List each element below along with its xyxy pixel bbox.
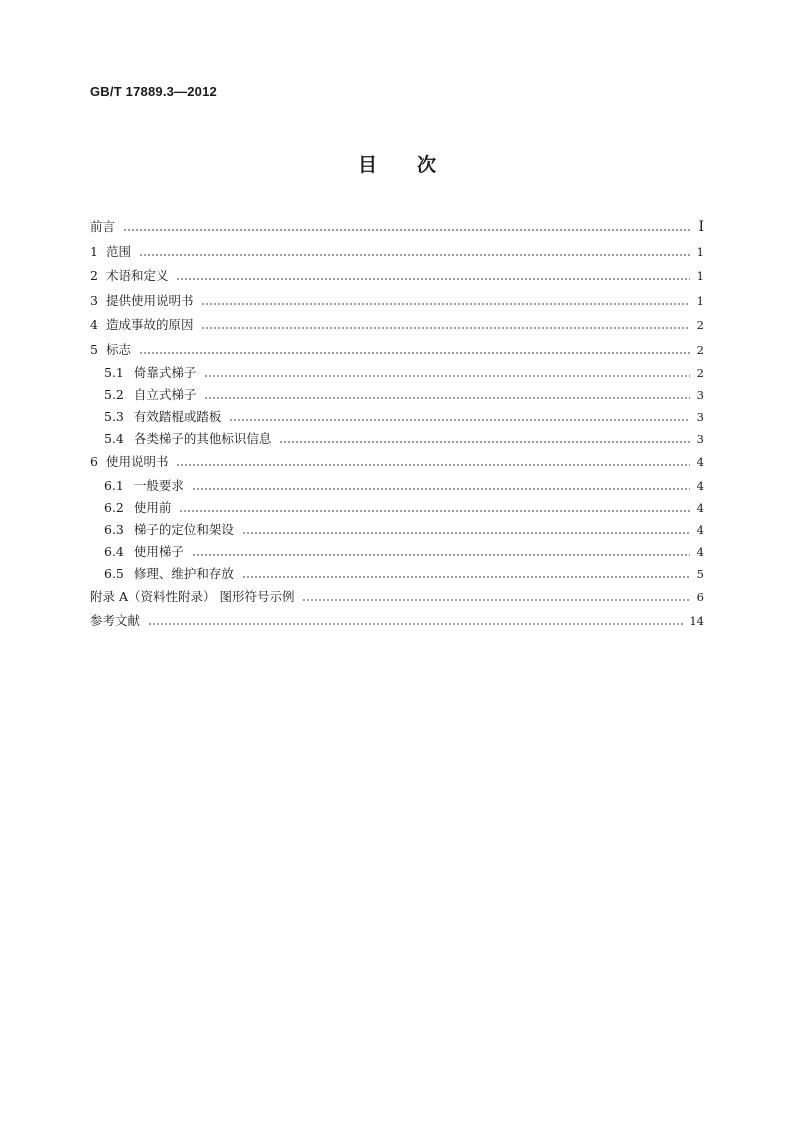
toc-entry-title: 范围 [105,243,131,259]
dot-leader [242,576,690,578]
toc-entry-number: 1 [90,243,98,259]
toc-entry-title: 自立式梯子 [133,387,197,402]
toc-entry-number: 5.4 [104,431,124,446]
toc-entry-6-4[interactable] [90,541,704,563]
toc-entry-page: 6 [696,589,704,604]
toc-entry-5-2[interactable] [90,384,704,406]
toc-entry-number: 6.5 [104,565,124,581]
dot-leader [148,623,683,625]
dot-leader [242,532,690,534]
toc-entry-4[interactable] [90,313,704,338]
dot-leader [192,488,690,490]
toc-entry-6-1[interactable] [90,475,704,497]
toc-entry-title: 附录 A（资料性附录） 图形符号示例 [90,588,295,604]
toc-entry-number: 6.1 [104,477,124,493]
toc-entry-6[interactable] [90,450,704,475]
toc-entry-page: Ⅰ [698,219,704,235]
toc-entry-title: 各类梯子的其他标识信息 [133,431,272,446]
toc-entry-page: 4 [696,500,704,515]
toc-entry-title: 造成事故的原因 [105,317,194,332]
toc-entry-bibliography[interactable] [90,609,704,634]
toc-entry-page: 3 [696,388,704,402]
dot-leader [204,375,690,377]
dot-leader [176,464,690,466]
toc-entry-page: 3 [696,410,704,424]
page-title-char-1: 目 [357,154,377,176]
toc-entry-page: 4 [696,544,704,559]
dot-leader [179,510,690,512]
toc-entry-number: 4 [90,317,98,332]
toc-entry-page: 2 [696,318,704,332]
toc-entry-5-3[interactable] [90,406,704,428]
toc-entry-title: 有效踏棍或踏板 [133,409,222,424]
toc-entry-title: 前言 [90,219,116,234]
toc-entry-number: 5.2 [104,387,124,402]
toc-entry-number: 6.3 [104,521,124,537]
toc-entry-2[interactable] [90,264,704,289]
toc-entry-page: 4 [696,455,704,469]
toc-entry-title: 倚靠式梯子 [133,365,197,380]
page-title-char-2: 次 [417,154,437,176]
standard-code: GB/T 17889.3—2012 [90,84,217,99]
dot-leader [204,397,690,399]
toc-entry-page: 1 [696,293,704,308]
toc-entry-title: 一般要求 [133,477,184,493]
dot-leader [201,303,690,305]
toc-entry-6-3[interactable] [90,519,704,541]
toc-entry-page: 2 [696,342,704,357]
page-title [0,150,794,177]
toc-entry-number: 3 [90,292,98,308]
dot-leader [302,599,690,601]
toc-entry-page: 3 [696,432,704,446]
toc-entry-title: 梯子的定位和架设 [133,521,234,537]
toc-entry-title: 使用前 [133,499,172,515]
toc-entry-number: 2 [90,268,98,283]
toc-entry-preface[interactable] [90,215,704,240]
toc-entry-page: 1 [696,269,704,283]
toc-entry-number: 5.1 [104,365,124,380]
dot-leader [192,554,690,556]
toc-entry-title: 提供使用说明书 [105,292,194,308]
toc-entry-title: 使用梯子 [133,543,184,559]
toc-entry-3[interactable] [90,289,704,314]
dot-leader [123,229,690,231]
toc-entry-page: 1 [696,244,704,259]
dot-leader [176,278,690,280]
dot-leader [139,254,690,256]
toc-entry-title: 参考文献 [90,613,141,628]
toc-entry-6-5[interactable] [90,563,704,585]
dot-leader [201,327,690,329]
toc-entry-page: 14 [689,614,704,628]
toc-entry-page: 2 [696,366,704,380]
toc-entry-5-1[interactable] [90,362,704,384]
toc-entry-page: 4 [696,478,704,493]
toc-entry-6-2[interactable] [90,497,704,519]
toc-entry-number: 6 [90,454,98,469]
dot-leader [229,419,690,421]
toc-entry-title: 使用说明书 [105,454,169,469]
toc-entry-number: 6.2 [104,499,124,515]
toc-entry-5[interactable] [90,338,704,363]
toc-entry-title: 标志 [105,341,131,357]
toc-entry-5-4[interactable] [90,428,704,450]
table-of-contents [90,215,704,634]
toc-entry-number: 5 [90,341,98,357]
toc-entry-number: 5.3 [104,409,124,424]
dot-leader [139,352,690,354]
dot-leader [279,441,690,443]
toc-entry-title: 术语和定义 [105,268,169,283]
toc-entry-1[interactable] [90,240,704,265]
toc-entry-page: 5 [696,566,704,581]
toc-entry-title: 修理、维护和存放 [133,565,234,581]
toc-entry-page: 4 [696,522,704,537]
toc-entry-number: 6.4 [104,543,124,559]
toc-entry-annex-a[interactable] [90,585,704,610]
